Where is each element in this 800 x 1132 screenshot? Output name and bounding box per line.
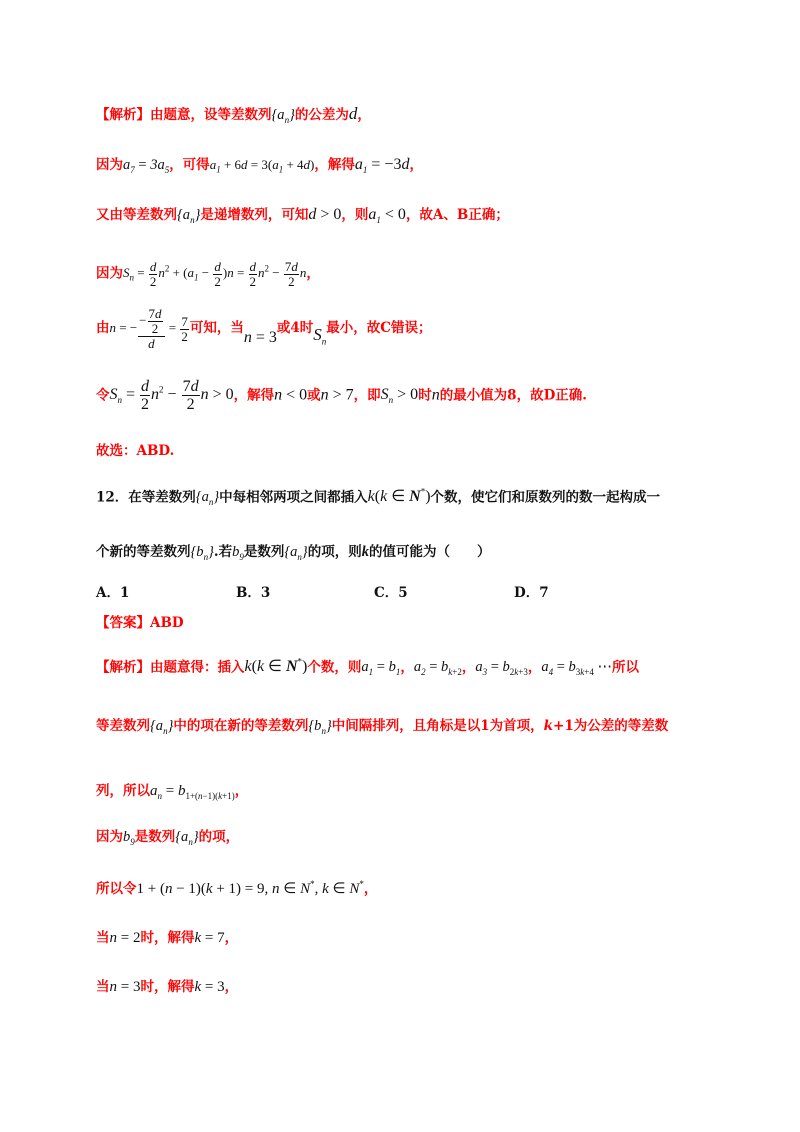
math-b9: $b_9$ [232,544,244,562]
math-a2-b: $a_2 = b_{k+2}$ [413,659,462,678]
math-bn: $\{b_n\}$ [190,544,214,562]
math-an: $\{a_n\}$ [284,544,308,562]
math-a7-eq: $a_7 = 3a_5$ [123,157,170,175]
math-an: $\{a_n\}$ [177,207,201,225]
math-sn-formula: $S_n$ = $\frac{d}{2}$ $n^2 + (a_1$ − $\frac{d}{2}$ )n = $\frac{d}{2}$ $n^2$ − $\frac{7d}{2}$ n [123,258,307,289]
question-line-1: 12．在等差数列$\{a_n\}$中每相邻两项之间都插入k(k ∈ N*)个数，使它们和原数列的数一起构成一 [96,487,661,508]
math-bn: $\{b_n\}$ [308,718,332,736]
answer-line [96,613,704,633]
solution-line-2: 等差数列$\{a_n\}$中的项在新的等差数列$\{b_n\}$中间隔排列，且角标是以1为首项，k+1为公差的等差数 [96,718,669,736]
math-sn-inequality: $S_n$ = $\frac{d}{2}$ $n^2$ − $\frac{7d}{2}$ n > 0 [109,378,234,414]
math-b9: $b_9$ [123,829,135,847]
math-n-gt-7: n > 7 [320,386,354,404]
math-n-eq-2: n = 2 [109,930,141,946]
question-line-2: 个新的等差数列$\{b_n\}$.若$b_9$是数列$\{a_n\}$的项，则k的值可能为（ ） [96,544,491,562]
solution-line-3: 列，所以$a_n = b_{1+(n-1)(k+1)}$， [96,783,249,801]
option-c: C．5 [374,585,408,601]
option-a: A．1 [96,585,130,601]
math-sn-gt-0: $S_n > 0$ [380,386,419,406]
math-k-in-n: k(k ∈ N*) [244,657,308,676]
math-n-lt-0: n < 0 [274,386,308,404]
math-vertex: n = − − $\frac{7d}{2}$ d = $\frac{7}{2}$ [109,306,188,352]
math-a3-b: $a_3 = b_{2k+3}$ [475,659,528,678]
math-an: $\{a_n\}$ [175,829,199,847]
math-sn: $S_n$ [313,325,327,347]
answer-options [96,583,704,603]
prev-solution-line-6: 令$S_n$ = $\frac{d}{2}$ $n^2$ − $\frac{7d}{2}$ n > 0，解得n < 0或n > 7，即$S_n > 0$时n的最小值为8，故D正确. [96,378,587,414]
math-an-index: $a_n = b_{1+(n-1)(k+1)}$ [150,783,235,801]
math-k-eq-7: k = 7 [194,930,225,946]
question-number: 12． [96,489,129,506]
math-k: k [361,544,369,560]
math-an: $\{a_n\}$ [195,489,220,508]
math-d: d [348,104,358,123]
answer-value: ABD [150,615,184,631]
prev-solution-line-5: 由n = − − $\frac{7d}{2}$ d = $\frac{7}{2}$ 可知，当n = 3或4时$S_n$最小，故C错误； [96,306,432,352]
prev-solution-line-2: 因为$a_7 = 3a_5$，可得$a_1 + 6d = 3(a_1 + 4d)$，解得$a_1 = -3d$， [96,156,423,176]
math-k-in-n: k(k ∈ N*) [367,487,431,506]
math-equation: 1 + (n − 1)(k + 1) = 9, n ∈ N*, k ∈ N* [136,879,364,897]
math-a1-value: $a_1 = -3d$ [354,156,410,176]
prev-solution-line-4: 因为$S_n$ = $\frac{d}{2}$ $n^2 + (a_1$ − $\frac{d}{2}$ )n = $\frac{d}{2}$ $n^2$ − $\frac{7d}{2}$ n， [96,258,320,289]
analysis-tag: 【解析】 [96,659,150,676]
option-d: D．7 [514,585,549,601]
answer-tag: 【答案】 [96,615,150,631]
math-k-eq-3: k = 3 [194,979,225,995]
math-relation: $a_1 + 6d = 3(a_1 + 4d)$ [209,157,315,175]
math-an: $\{a_n\}$ [150,718,174,736]
solution-line-1: 【解析】由题意得：插入k(k ∈ N*)个数，则$a_1 = b_1$，$a_2 = b_{k+2}$，$a_3 = b_{2k+3}$，$a_4 = b_{3k+4}$ ⋯所以 [96,657,639,678]
solution-line-6: 当n = 2时，解得k = 7， [96,930,239,946]
math-a4-b: $a_4 = b_{3k+4}$ ⋯ [541,659,612,678]
math-d-positive: d > 0 [308,206,342,223]
math-n: n [431,386,440,404]
math-a1-b1: $a_1 = b_1$ [361,659,401,678]
prev-solution-conclusion: 故选：ABD. [96,443,175,459]
prev-solution-line-1: 【解析】由题意，设等差数列$\{a_n\}$的公差为d， [96,104,371,125]
math-an: $\{a_n\}$ [271,107,295,125]
math-n-eq-3: n = 3 [243,329,277,346]
option-b: B．3 [236,585,271,601]
prev-solution-line-3: 又由等差数列$\{a_n\}$是递增数列，可知d > 0，则$a_1 < 0$，故A、B正确； [96,206,509,226]
math-a1-negative: $a_1 < 0$ [368,206,406,226]
solution-line-7: 当n = 3时，解得k = 3， [96,979,239,995]
solution-line-4: 因为$b_9$是数列$\{a_n\}$的项， [96,829,240,847]
solution-line-5: 所以令1 + (n − 1)(k + 1) = 9, n ∈ N*, k ∈ N*， [96,879,378,897]
math-n-eq-3: n = 3 [109,979,141,995]
analysis-tag: 【解析】 [96,107,150,123]
